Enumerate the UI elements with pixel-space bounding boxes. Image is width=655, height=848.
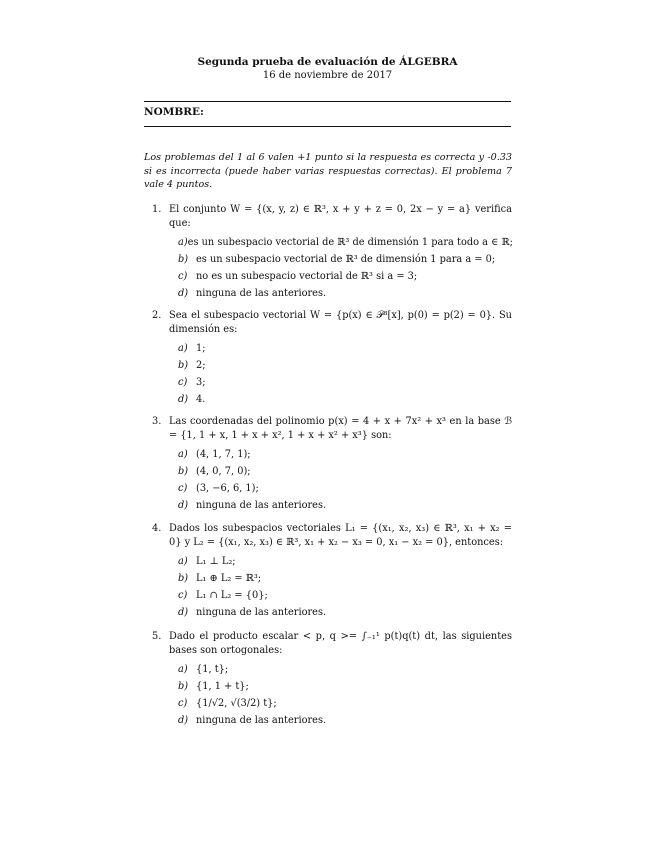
option-text: es un subespacio vectorial de ℝ³ de dimensión 1 para a = 0; bbox=[196, 254, 496, 265]
option-letter: c) bbox=[178, 377, 188, 388]
option-letter: d) bbox=[178, 715, 189, 726]
option-letter: c) bbox=[178, 271, 188, 282]
option-text: es un subespacio vectorial de ℝ³ de dimensión 1 para todo a ∈ ℝ; bbox=[187, 237, 513, 248]
option-a bbox=[178, 236, 512, 253]
problem-4 bbox=[152, 522, 512, 623]
option-letter: c) bbox=[178, 590, 188, 601]
option-letter: d) bbox=[178, 607, 189, 618]
option-text: ninguna de las anteriores. bbox=[196, 288, 327, 299]
option-letter: a) bbox=[178, 556, 188, 567]
options-list bbox=[178, 448, 512, 516]
problem-2 bbox=[152, 309, 512, 410]
exam-title: Segunda prueba de evaluación de ÁLGEBRA bbox=[197, 56, 458, 68]
option-letter: d) bbox=[178, 394, 189, 405]
option-text: ninguna de las anteriores. bbox=[196, 715, 327, 726]
option-letter: c) bbox=[178, 483, 188, 494]
option-letter: a) bbox=[178, 664, 188, 675]
option-text: (3, −6, 6, 1); bbox=[196, 483, 259, 494]
option-d bbox=[178, 714, 512, 731]
option-a bbox=[178, 555, 512, 572]
option-text: 4. bbox=[196, 394, 206, 405]
option-text: {1, 1 + t}; bbox=[196, 681, 249, 692]
option-letter: d) bbox=[178, 288, 189, 299]
option-letter: c) bbox=[178, 698, 188, 709]
option-text: ninguna de las anteriores. bbox=[196, 607, 327, 618]
options-list bbox=[178, 342, 512, 410]
option-letter: b) bbox=[178, 254, 189, 265]
option-letter: b) bbox=[178, 681, 189, 692]
option-text: 3; bbox=[196, 377, 206, 388]
problem-number: 2. bbox=[152, 310, 162, 321]
option-text: L₁ ⊥ L₂; bbox=[196, 556, 236, 567]
option-c bbox=[178, 376, 512, 393]
bottom-rule bbox=[144, 126, 511, 127]
option-text: ninguna de las anteriores. bbox=[196, 500, 327, 511]
option-b bbox=[178, 680, 512, 697]
options-list bbox=[178, 663, 512, 731]
option-text: {1, t}; bbox=[196, 664, 229, 675]
problem-stem: El conjunto W = {(x, y, z) ∈ ℝ³, x + y + z = 0, 2x − y = a} verifica que: bbox=[169, 204, 512, 229]
option-text: (4, 1, 7, 1); bbox=[196, 449, 251, 460]
problem-3 bbox=[152, 415, 512, 516]
option-letter: d) bbox=[178, 500, 189, 511]
option-letter: b) bbox=[178, 360, 189, 371]
option-text: {1/√2, √(3/2) t}; bbox=[196, 698, 277, 709]
option-c bbox=[178, 482, 512, 499]
instructions: Los problemas del 1 al 6 valen +1 punto si la respuesta es correcta y -0.33 si es incorrecta (puede haber varias respuestas correctas). El problema 7 vale 4 puntos. bbox=[144, 152, 512, 190]
option-letter: a) bbox=[178, 449, 188, 460]
option-d bbox=[178, 287, 512, 304]
options-list bbox=[178, 236, 512, 304]
problem-number: 1. bbox=[152, 204, 162, 215]
option-c bbox=[178, 589, 512, 606]
option-letter: b) bbox=[178, 573, 189, 584]
option-text: no es un subespacio vectorial de ℝ³ si a = 3; bbox=[196, 271, 418, 282]
option-c bbox=[178, 697, 512, 714]
option-d bbox=[178, 393, 512, 410]
option-a bbox=[178, 663, 512, 680]
option-text: 1; bbox=[196, 343, 206, 354]
problem-number: 5. bbox=[152, 631, 162, 642]
problem-5 bbox=[152, 630, 512, 731]
problem-stem: Sea el subespacio vectorial W = {p(x) ∈ 𝒫³[x], p(0) = p(2) = 0}. Su dimensión es: bbox=[169, 310, 512, 335]
option-text: 2; bbox=[196, 360, 206, 371]
option-d bbox=[178, 499, 512, 516]
option-b bbox=[178, 359, 512, 376]
options-list bbox=[178, 555, 512, 623]
exam-date: 16 de noviembre de 2017 bbox=[262, 70, 393, 81]
name-label: NOMBRE: bbox=[144, 106, 204, 118]
problem-stem: Dados los subespacios vectoriales L₁ = {(x₁, x₂, x₃) ∈ ℝ³, x₁ + x₂ = 0} y L₂ = {(x₁, x₂, x₃) ∈ ℝ³, x₁ + x₂ − x₃ = 0, x₁ − x₂ = 0}, entonces: bbox=[169, 523, 512, 548]
option-a bbox=[178, 448, 512, 465]
option-letter: b) bbox=[178, 466, 189, 477]
option-letter: a) bbox=[178, 237, 188, 248]
option-c bbox=[178, 270, 512, 287]
problem-stem: Dado el producto escalar < p, q >= ∫₋₁¹ p(t)q(t) dt, las siguientes bases son ortogonales: bbox=[169, 631, 512, 656]
option-a bbox=[178, 342, 512, 359]
option-text: (4, 0, 7, 0); bbox=[196, 466, 251, 477]
option-d bbox=[178, 606, 512, 623]
option-text: L₁ ∩ L₂ = {0}; bbox=[196, 590, 268, 601]
option-letter: a) bbox=[178, 343, 188, 354]
top-rule bbox=[144, 101, 511, 102]
option-b bbox=[178, 253, 512, 270]
problem-number: 4. bbox=[152, 523, 162, 534]
problem-1 bbox=[152, 203, 512, 304]
problem-stem: Las coordenadas del polinomio p(x) = 4 + x + 7x² + x³ en la base ℬ = {1, 1 + x, 1 + x + x², 1 + x + x² + x³} son: bbox=[169, 416, 512, 441]
problem-number: 3. bbox=[152, 416, 162, 427]
option-b bbox=[178, 465, 512, 482]
option-b bbox=[178, 572, 512, 589]
option-text: L₁ ⊕ L₂ = ℝ³; bbox=[196, 573, 262, 584]
